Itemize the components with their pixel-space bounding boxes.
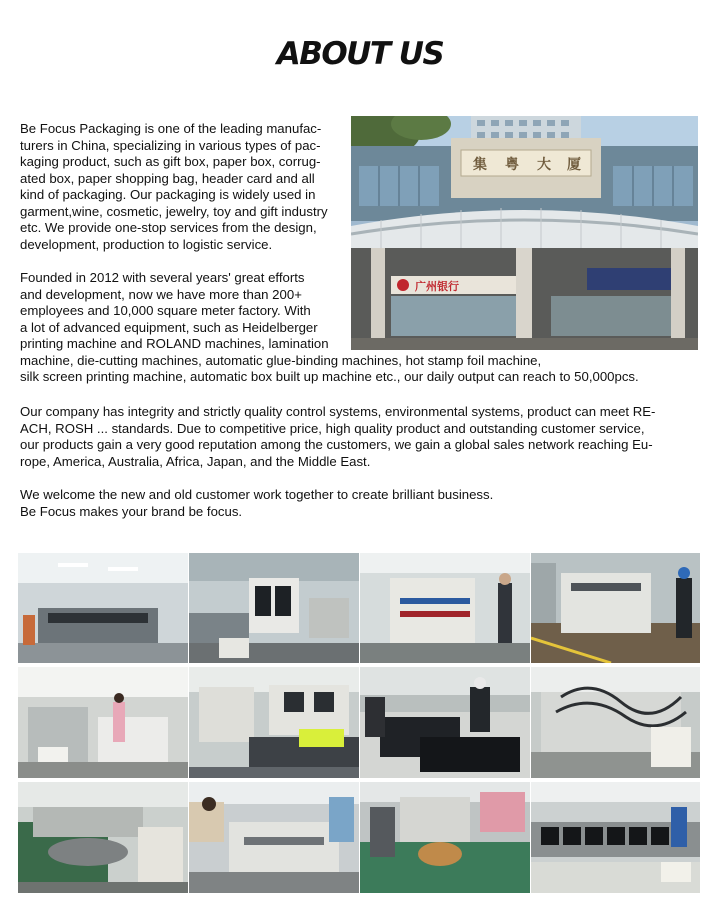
text-line: machine, die-cutting machines, automatic glue-binding machines, hot stamp foil machine, — [20, 352, 542, 368]
text-line: Founded in 2012 with several years' great efforts — [20, 270, 305, 285]
text-line: turers in China, specializing in various types of pac- — [20, 137, 321, 153]
text-line: ated box, paper shopping bag, header card and all — [20, 170, 315, 186]
factory-photo-grid — [18, 553, 700, 893]
page-title: ABOUT US — [276, 36, 444, 72]
text-line: kaging product, such as gift box, paper box, corrug- — [20, 154, 321, 169]
factory-photo — [360, 667, 530, 778]
factory-photo — [360, 782, 530, 893]
closing-paragraph — [20, 487, 700, 520]
factory-photo — [18, 553, 188, 663]
factory-photo — [18, 667, 188, 778]
office-building-photo — [351, 116, 698, 350]
text-line: development, production to logistic service. — [20, 236, 273, 252]
text-line: and development, now we have more than 200+ — [20, 286, 302, 302]
factory-photo — [189, 667, 359, 778]
text-line: etc. We provide one-stop services from the design, — [20, 220, 317, 235]
factory-photo — [531, 782, 700, 893]
factory-photo — [189, 553, 359, 663]
text-line: a lot of advanced equipment, such as Heidelberger — [20, 319, 318, 335]
text-line: Our company has integrity and strictly quality control systems, environmental systems, product can meet RE- — [20, 404, 656, 419]
svg-text:大: 大 — [537, 157, 551, 173]
text-line: kind of packaging. Our packaging is widely used in — [20, 187, 316, 202]
quality-paragraph — [20, 404, 700, 470]
text-line: We welcome the new and old customer work together to create brilliant business. — [20, 487, 494, 502]
factory-photo — [360, 553, 530, 663]
svg-text:厦: 厦 — [567, 157, 581, 173]
intro-paragraph — [20, 121, 350, 253]
svg-text:集: 集 — [473, 157, 487, 173]
factory-photo — [189, 782, 359, 893]
text-line: Be Focus Packaging is one of the leading manufac- — [20, 121, 322, 136]
text-line: our products gain a very good reputation among the customers, we gain a global sales network reaching Eu- — [20, 437, 653, 452]
svg-text:粤: 粤 — [505, 157, 519, 173]
text-line: printing machine and ROLAND machines, lamination — [20, 336, 329, 351]
text-line: Be Focus makes your brand be focus. — [20, 503, 243, 519]
text-line: garment,wine, cosmetic, jewelry, toy and gift industry — [20, 203, 328, 219]
factory-photo — [18, 782, 188, 893]
text-line: rope, America, Australia, Africa, Japan, and the Middle East. — [20, 453, 371, 469]
text-line: employees and 10,000 square meter factory. With — [20, 303, 311, 318]
bank-sign: 广州银行 — [415, 280, 459, 293]
text-line: ACH, ROSH ... standards. Due to competitive price, high quality product and outstanding customer service, — [20, 420, 645, 436]
factory-photo — [531, 553, 700, 663]
factory-photo — [531, 667, 700, 778]
text-line: silk screen printing machine, automatic box built up machine etc., our daily output can reach to 50,000pcs. — [20, 369, 639, 384]
